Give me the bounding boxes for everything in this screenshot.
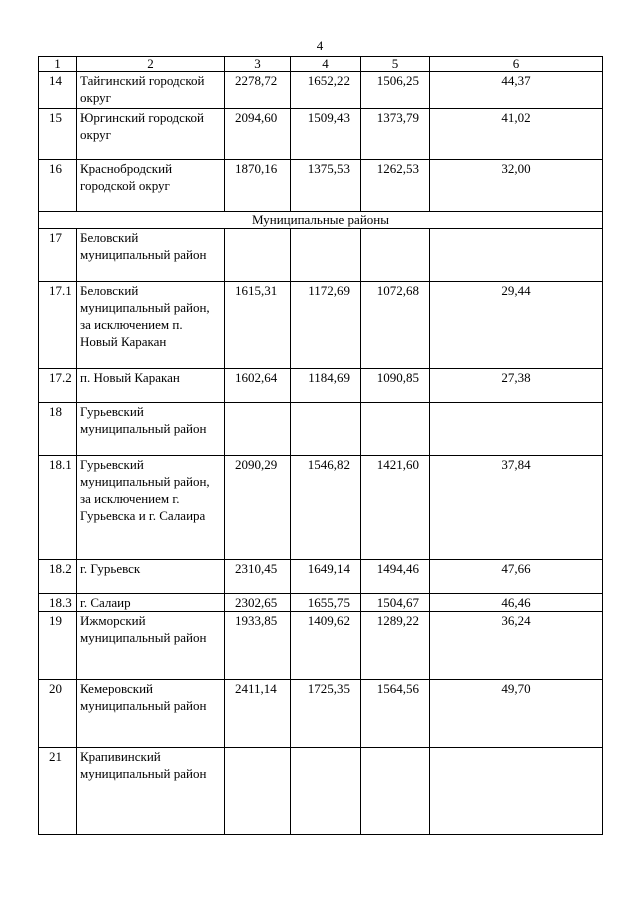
column-header: 6 bbox=[430, 57, 603, 72]
cell-c3: 2278,72 bbox=[225, 72, 291, 109]
cell-c6 bbox=[430, 229, 603, 282]
column-header: 3 bbox=[225, 57, 291, 72]
table-row bbox=[39, 160, 603, 212]
cell-c5: 1090,85 bbox=[361, 369, 430, 403]
table-row bbox=[39, 612, 603, 680]
cell-c4: 1172,69 bbox=[291, 282, 361, 369]
cell-name: г. Салаир bbox=[77, 594, 225, 612]
cell-name: Юргинский городской округ bbox=[77, 109, 225, 160]
table-row bbox=[39, 680, 603, 748]
cell-c4: 1652,22 bbox=[291, 72, 361, 109]
cell-num: 20 bbox=[39, 680, 77, 748]
cell-c5: 1564,56 bbox=[361, 680, 430, 748]
cell-c5 bbox=[361, 229, 430, 282]
column-header: 1 bbox=[39, 57, 77, 72]
cell-c5: 1373,79 bbox=[361, 109, 430, 160]
cell-c6 bbox=[430, 748, 603, 835]
cell-c6: 46,46 bbox=[430, 594, 603, 612]
cell-num: 19 bbox=[39, 612, 77, 680]
cell-c4 bbox=[291, 748, 361, 835]
cell-c5 bbox=[361, 403, 430, 456]
cell-name: Краснобродский городской округ bbox=[77, 160, 225, 212]
cell-c6: 36,24 bbox=[430, 612, 603, 680]
cell-c6: 49,70 bbox=[430, 680, 603, 748]
section-row bbox=[39, 212, 603, 229]
cell-c4: 1375,53 bbox=[291, 160, 361, 212]
cell-c4: 1546,82 bbox=[291, 456, 361, 560]
cell-c3: 1933,85 bbox=[225, 612, 291, 680]
page-number: 4 bbox=[316, 38, 324, 53]
cell-c4 bbox=[291, 229, 361, 282]
cell-c5: 1421,60 bbox=[361, 456, 430, 560]
cell-name: Беловский муниципальный район bbox=[77, 229, 225, 282]
cell-c6: 41,02 bbox=[430, 109, 603, 160]
table-row bbox=[39, 369, 603, 403]
cell-c3 bbox=[225, 748, 291, 835]
cell-c3: 2094,60 bbox=[225, 109, 291, 160]
table-row bbox=[39, 403, 603, 456]
table-row bbox=[39, 560, 603, 594]
cell-c4: 1509,43 bbox=[291, 109, 361, 160]
cell-num: 17.2 bbox=[39, 369, 77, 403]
column-header: 2 bbox=[77, 57, 225, 72]
tariff-table bbox=[38, 56, 603, 835]
cell-c4: 1649,14 bbox=[291, 560, 361, 594]
cell-num: 21 bbox=[39, 748, 77, 835]
cell-name: Кемеровский муниципальный район bbox=[77, 680, 225, 748]
cell-c5: 1506,25 bbox=[361, 72, 430, 109]
cell-c3: 1615,31 bbox=[225, 282, 291, 369]
cell-c3: 2090,29 bbox=[225, 456, 291, 560]
cell-name: Крапивинский муниципальный район bbox=[77, 748, 225, 835]
cell-c6: 29,44 bbox=[430, 282, 603, 369]
table-row bbox=[39, 456, 603, 560]
cell-c4: 1184,69 bbox=[291, 369, 361, 403]
cell-c4: 1409,62 bbox=[291, 612, 361, 680]
cell-num: 15 bbox=[39, 109, 77, 160]
cell-c3: 1870,16 bbox=[225, 160, 291, 212]
cell-c4 bbox=[291, 403, 361, 456]
cell-c4: 1725,35 bbox=[291, 680, 361, 748]
cell-c3 bbox=[225, 403, 291, 456]
table-row bbox=[39, 282, 603, 369]
table-header-row bbox=[39, 57, 603, 72]
cell-c6: 32,00 bbox=[430, 160, 603, 212]
cell-num: 18 bbox=[39, 403, 77, 456]
cell-c3 bbox=[225, 229, 291, 282]
cell-c5: 1504,67 bbox=[361, 594, 430, 612]
table-row bbox=[39, 594, 603, 612]
section-title: Муниципальные районы bbox=[39, 212, 603, 229]
column-header: 5 bbox=[361, 57, 430, 72]
cell-c6 bbox=[430, 403, 603, 456]
cell-num: 18.3 bbox=[39, 594, 77, 612]
cell-c5 bbox=[361, 748, 430, 835]
cell-name: Ижморский муниципальный район bbox=[77, 612, 225, 680]
cell-num: 17 bbox=[39, 229, 77, 282]
cell-num: 16 bbox=[39, 160, 77, 212]
cell-num: 17.1 bbox=[39, 282, 77, 369]
cell-name: п. Новый Каракан bbox=[77, 369, 225, 403]
cell-c5: 1262,53 bbox=[361, 160, 430, 212]
cell-name: г. Гурьевск bbox=[77, 560, 225, 594]
table-row bbox=[39, 72, 603, 109]
cell-c3: 2411,14 bbox=[225, 680, 291, 748]
cell-name: Гурьевский муниципальный район bbox=[77, 403, 225, 456]
cell-num: 18.2 bbox=[39, 560, 77, 594]
cell-c5: 1072,68 bbox=[361, 282, 430, 369]
cell-c3: 1602,64 bbox=[225, 369, 291, 403]
cell-name: Тайгинский городской округ bbox=[77, 72, 225, 109]
cell-c5: 1494,46 bbox=[361, 560, 430, 594]
cell-num: 14 bbox=[39, 72, 77, 109]
cell-c3: 2310,45 bbox=[225, 560, 291, 594]
cell-c4: 1655,75 bbox=[291, 594, 361, 612]
cell-c6: 47,66 bbox=[430, 560, 603, 594]
table-row bbox=[39, 748, 603, 835]
cell-num: 18.1 bbox=[39, 456, 77, 560]
cell-c3: 2302,65 bbox=[225, 594, 291, 612]
cell-c5: 1289,22 bbox=[361, 612, 430, 680]
cell-c6: 37,84 bbox=[430, 456, 603, 560]
cell-name: Гурьевский муниципальный район, за исключением г. Гурьевска и г. Салаира bbox=[77, 456, 225, 560]
table-row bbox=[39, 229, 603, 282]
cell-c6: 27,38 bbox=[430, 369, 603, 403]
cell-name: Беловский муниципальный район, за исключением п. Новый Каракан bbox=[77, 282, 225, 369]
cell-c6: 44,37 bbox=[430, 72, 603, 109]
column-header: 4 bbox=[291, 57, 361, 72]
table-row bbox=[39, 109, 603, 160]
